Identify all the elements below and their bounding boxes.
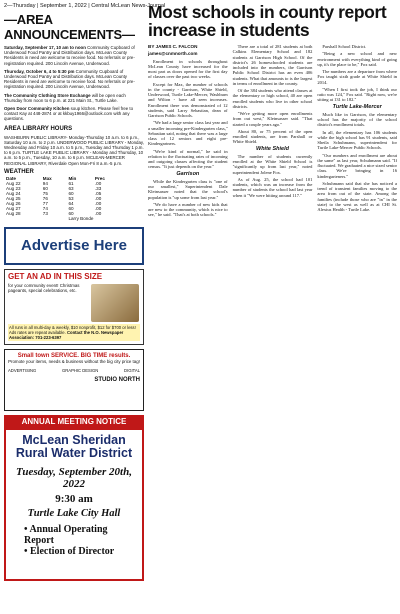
article-paragraph: As of Aug. 25, the school had 101 students, which was an increase from the number of students the school had last year when it "We were hitting around 117." (232, 176, 313, 198)
ad-services: ADVERTISING GRAPHIC DESIGN DIGITAL (8, 367, 140, 373)
article-paragraph: "We're getting more open enrollments from out west," Kleinsasser said. "That started a couple years ago." (232, 111, 313, 127)
subhead-turtle-lake: Turtle Lake-Mercer (332, 103, 382, 110)
meeting-org: McLean Sheridan Rural Water District (15, 432, 133, 460)
left-column (4, 12, 144, 581)
get-ad-promo (4, 269, 144, 345)
announcement: Open Door Community Kitchen soup kitchen. Please feel free to contact Kay at 448-2874 or at kkbuy1966@outlook.com with any questions. (4, 106, 134, 122)
studio-logo: STUDIO NORTH (94, 376, 140, 383)
table-header-row: Date Max Min Prec (6, 175, 105, 181)
article-paragraph: Of the 384 students who attend classes at the elementary or high school, 40 are open enrolled students who live in other school districts. (232, 88, 313, 109)
library-title: AREA LIBRARY HOURS (4, 125, 73, 132)
meeting-bar: ANNUAL MEETING NOTICE (4, 415, 144, 428)
article-headline: Most schools in county report increase in students (148, 2, 387, 40)
meeting-agenda (10, 524, 138, 557)
page-folio: 2—Thursday | September 1, 2022 | Central McLean News-Journal (4, 3, 166, 9)
list-item: • Election of Director (24, 546, 138, 557)
byline: BY JAMES C. FALCON (148, 44, 198, 49)
article-paragraph: Enrollment in schools throughout McLean County have increased for the most part as doors opened for the first day of classes over the past two weeks. (148, 58, 228, 80)
byline-email: james@cnmnorth.com (148, 51, 198, 57)
meeting-date: Tuesday, September 20th, 2022 (16, 465, 132, 490)
table-row: Aug 24 75 60 .05 (6, 190, 102, 196)
article-paragraph: "When I first took the job, I think our ratio was 124," Fox said. "Right now, we're sitting at 131 to 182." (317, 86, 398, 103)
main-article (148, 3, 397, 220)
article-columns (148, 44, 397, 220)
library-hours: WASHBURN PUBLIC LIBRARY- Monday-Thursday 10 a.m. to 6 p.m., Saturday 10 a.m. to 2 p.m. UNDERWOOD PUBLIC LIBRARY - Monday, Wednesday and Friday 10 a.m. to 5 p.m., Tuesday and Thursday 1 p.m. to 6 p.m. TURTLE LAKE PUBLIC LIBRARY - Monday and Thursday, 10 a.m. to 5 p.m., Tuesday, 10 a.m. to 6 p.m. MCLEAN-MERCER REGIONAL LIBRARY, Riverdale Open Mon-Fri 8 a.m.-5 p.m. (4, 134, 144, 166)
weather-table (4, 176, 124, 221)
subhead-garrison: Garrison (176, 170, 200, 177)
table-row: Aug 26 77 64 .00 (6, 200, 102, 206)
article-paragraph: Except for Max, the number of schools in the county - Garrison, White Shield, Underwood, Turtle Lake-Mercer, Washburn and Wilton - have all seen increases. Enrollment there was demonstrated of 12 students, said Larry Sebastian, dean of Garrison Public Schools. (148, 81, 228, 118)
article-column-1 (148, 44, 228, 220)
article-paragraph: The numbers are a departure from where Fox taught sixth grade at White Shield in 2014. (317, 69, 398, 85)
table-row: Aug 23 60 63 .33 (6, 185, 102, 191)
article-paragraph: There are a total of 281 students at both Calkins Elementary School and 182 students at Garrison High School. Of the district's 26 homeschooled students are included into the numbers, the Garrison Public School District has an even 406 students. What that amounts to is the largest in terms of enrollment in the county. (232, 44, 313, 86)
section-title: —AREA ANNOUNCEMENTS— (4, 12, 135, 42)
promo-body: for your community event! Christmas pageants, special celebrations, etc. (8, 282, 80, 293)
article-paragraph: Schuhmann said that she has noticed a trend of transient families moving to the area from out of the state. Among the families (include those who are "in" in the state) to the west as well as at CHI St. Alexius Health - Turtle Lake. (317, 180, 398, 212)
article-column-2 (233, 44, 313, 220)
table-row: Larry Bonde (68, 215, 94, 221)
table-row: Aug 25 76 53 .00 (6, 195, 102, 201)
article-paragraph: While the Kindergarten class is "one of our smallest," Superintendent Dale Kleinsasser noted that the school's population is "up some from last year." (148, 178, 228, 200)
list-item: • Annual Operating Report (24, 524, 138, 546)
table-row: Aug 28 73 60 .00 (6, 210, 102, 216)
article-paragraph: "We had a large senior class last year and a smaller incoming pre-Kindergarten class," Sebastian said, noting that there was a large class of 12 seniors and eight pre-Kindergartners. (148, 120, 228, 147)
article-column-3 (317, 44, 397, 220)
ad-subhead: Promote your items, needs & business without the big city price tag! (8, 358, 140, 364)
ad-headline: Small town SERVICE. BIG TIME results. (17, 352, 131, 359)
article-paragraph: The number of students currently enrolled at the White Shield School is "significantly up from last year," noted superintendent Jolene Fox. (232, 153, 313, 175)
studio-north-ad (4, 349, 144, 411)
announcement: Thursday, October 6, 4 to 5:30 pm Community Cupboard of Underwood Food Pantry and Distribution days. McLean County Residents in need are welcome to receive food. No referrals or pre-registration required. 200 Lincoln Avenue, Underwood. (4, 68, 135, 90)
meeting-notice (4, 415, 144, 581)
advertise-here-box: Advertise Here (4, 227, 144, 265)
promo-photo (91, 284, 139, 322)
meeting-venue: Turtle Lake City Hall (27, 507, 121, 519)
article-paragraph: In all, the elementary has 106 students while the high school has 91 students, said Sheila Schuhmann, superintendent for Turtle Lake-Mercer Public Schools. (317, 129, 398, 151)
article-paragraph: Parshall School District. (322, 44, 367, 49)
article-paragraph: About 80, or 75 percent of the open enrolled students, are from Parshall or White Shield. (232, 128, 313, 145)
promo-headline: GET AN AD IN THIS SIZE (8, 271, 103, 281)
weather-title: WEATHER (4, 168, 34, 175)
article-paragraph: "We're kind of normal," he said in relation to the fluctuating rates of incoming and outgoing classes affecting the student census. "It just depends on the year." (148, 148, 228, 170)
table-row: Aug 27 74 60 .00 (6, 205, 102, 211)
article-paragraph: "Our numbers and enrollment are about the same" as last year, Schuhmann said. "If fluctuated. We graduated a nice sized senior class. We're bringing in 16 kindergarteners." (317, 152, 398, 179)
table-row: Aug 22 94 61 .00 (6, 180, 102, 186)
subhead-white-shield: White Shield (256, 145, 289, 152)
announcement: The Community Clothing Store Exchange will be open each Thursday from noon to 6 p.m. at 221 Main St., Turtle Lake. (4, 92, 126, 103)
promo-footer: All runs in all multi-day & weekly, $10 nonprofit, $12 for $700 or less! Ads rates are repeat available. Contact the N.O. Newspaper Association: 701-223-6397 (8, 324, 140, 341)
announcement: Saturday, September 17, 10 am to noon Community Cupboard of Underwood Food Pantry and Distribution days. McLean County Residents in need are welcome to receive food. No referrals or pre-registration required. 200 Lincoln Avenue, Underwood. (4, 45, 135, 66)
article-paragraph: Much like in Garrison, the elementary school has the majority of the school district's enrollment totals. (317, 111, 398, 128)
meeting-time: 9:30 am (55, 492, 93, 505)
article-paragraph: "Being a new school and new environment with everything kind of going up, it's the place to be," Fox said. (317, 51, 398, 67)
article-paragraph: "We do have a number of new kids that are new to the community, which is nice to see," he said. "That's at both schools." (148, 201, 228, 218)
meeting-body (4, 428, 144, 581)
